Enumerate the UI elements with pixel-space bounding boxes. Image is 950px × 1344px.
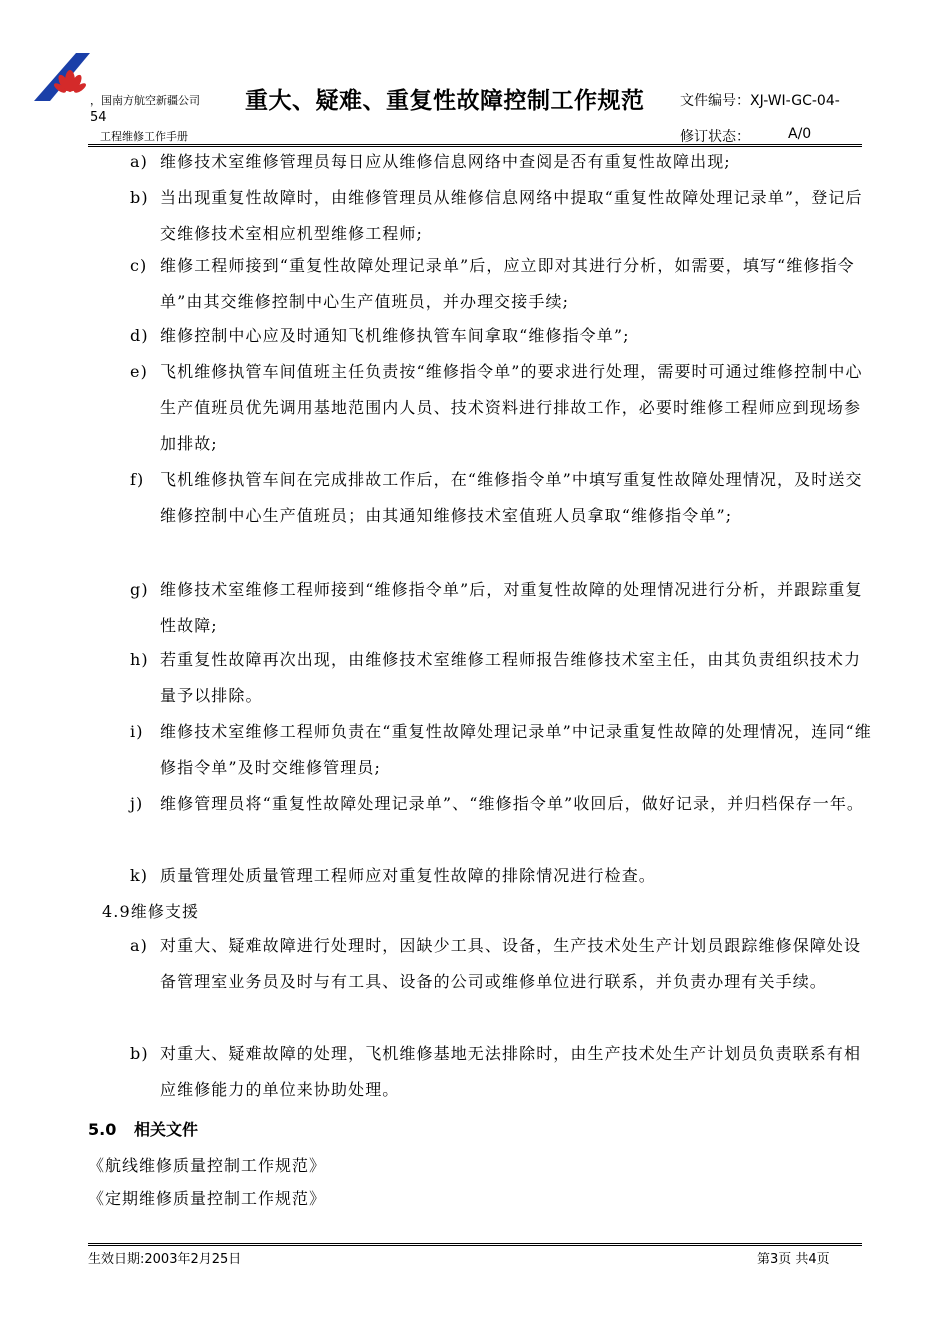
document-title: 重大、疑难、重复性故障控制工作规范 bbox=[245, 88, 645, 114]
list-item-label: f) bbox=[130, 470, 145, 489]
list-item bbox=[130, 642, 875, 714]
list-item-text: 对重大、疑难故障进行处理时，因缺少工具、设备，生产技术处生产计划员跟踪维修保障处设备管理室业务员及时与有工具、设备的公司或维修单位进行联系，并负责办理有关手续。 bbox=[160, 936, 862, 991]
revision-value: A/0 bbox=[788, 126, 812, 142]
footer-divider-secondary bbox=[88, 1245, 862, 1246]
page-number: 第3页 共4页 bbox=[757, 1252, 830, 1267]
effective-date: 生效日期:2003年2月25日 bbox=[88, 1252, 242, 1267]
list-item bbox=[130, 714, 875, 786]
list-item-text: 若重复性故障再次出现，由维修技术室维修工程师报告维修技术室主任，由其负责组织技术力量予以排除。 bbox=[160, 650, 862, 705]
list-item-label: b) bbox=[130, 188, 149, 207]
list-item-label: a) bbox=[130, 936, 148, 955]
list-item bbox=[130, 318, 875, 354]
list-item-text: 飞机维修执管车间值班主任负责按“维修指令单”的要求进行处理，需要时可通过维修控制中心生产值班员优先调用基地范围内人员、技术资料进行排故工作，必要时维修工程师应到现场参加排故; bbox=[160, 362, 863, 453]
manual-name: 工程维修工作手册 bbox=[100, 130, 188, 143]
section-title: 相关文件 bbox=[134, 1120, 199, 1139]
list-item-text: 维修技术室维修管理员每日应从维修信息网络中查阅是否有重复性故障出现; bbox=[160, 152, 731, 171]
list-item bbox=[130, 858, 875, 894]
list-item-label: g) bbox=[130, 580, 149, 599]
list-item-text: 对重大、疑难故障的处理，飞机维修基地无法排除时，由生产技术处生产计划员负责联系有相应维修能力的单位来协助处理。 bbox=[160, 1044, 862, 1099]
list-item-label: d) bbox=[130, 326, 149, 345]
list-item-text: 维修工程师接到“重复性故障处理记录单”后，应立即对其进行分析，如需要，填写“维修指令单”由其交维修控制中心生产值班员，并办理交接手续; bbox=[160, 256, 855, 311]
list-item bbox=[130, 572, 875, 644]
section-heading bbox=[88, 1117, 198, 1140]
reference-document: 《定期维修质量控制工作规范》 bbox=[88, 1189, 327, 1208]
list-item-text: 当出现重复性故障时，由维修管理员从维修信息网络中提取“重复性故障处理记录单”，登记后交维修技术室相应机型维修工程师; bbox=[160, 188, 863, 243]
list-item-text: 维修控制中心应及时通知飞机维修执管车间拿取“维修指令单”; bbox=[160, 326, 630, 345]
list-item bbox=[130, 180, 875, 252]
revision-label: 修订状态： bbox=[680, 129, 750, 145]
reference-document: 《航线维修质量控制工作规范》 bbox=[88, 1156, 327, 1175]
document-number-continuation: 54 bbox=[90, 110, 107, 125]
list-item-label: a) bbox=[130, 152, 148, 171]
subsection-title: 4.9维修支援 bbox=[102, 902, 200, 921]
list-item-text: 飞机维修执管车间在完成排故工作后，在“维修指令单”中填写重复性故障处理情况，及时送交维修控制中心生产值班员；由其通知维修技术室值班人员拿取“维修指令单”; bbox=[160, 470, 863, 525]
list-item bbox=[130, 462, 875, 534]
list-item-text: 维修技术室维修工程师负责在“重复性故障处理记录单”中记录重复性故障的处理情况，连同“维修指令单”及时交维修管理员; bbox=[160, 722, 872, 777]
list-item-label: k) bbox=[130, 866, 149, 885]
list-item-label: i) bbox=[130, 722, 144, 741]
company-name: ，国南方航空新疆公司 bbox=[90, 94, 200, 107]
list-item-text: 质量管理处质量管理工程师应对重复性故障的排除情况进行检查。 bbox=[160, 866, 656, 885]
section-number: 5.0 bbox=[88, 1120, 117, 1139]
list-item-text: 维修技术室维修工程师接到“维修指令单”后，对重复性故障的处理情况进行分析，并跟踪重复性故障; bbox=[160, 580, 863, 635]
footer-divider bbox=[88, 1243, 862, 1244]
list-item-label: c) bbox=[130, 256, 148, 275]
list-item-label: e) bbox=[130, 362, 148, 381]
list-item bbox=[130, 786, 875, 822]
list-item bbox=[130, 354, 875, 462]
list-item bbox=[130, 248, 875, 320]
list-item-label: h) bbox=[130, 650, 149, 669]
list-item-label: j) bbox=[130, 794, 144, 813]
list-item bbox=[130, 928, 875, 1000]
list-item-label: b) bbox=[130, 1044, 149, 1063]
list-item-text: 维修管理员将“重复性故障处理记录单”、“维修指令单”收回后，做好记录，并归档保存一年。 bbox=[160, 794, 865, 813]
list-item bbox=[130, 144, 875, 180]
document-number: 文件编号：XJ-WI-GC-04- bbox=[680, 93, 840, 109]
list-item bbox=[130, 1036, 875, 1108]
